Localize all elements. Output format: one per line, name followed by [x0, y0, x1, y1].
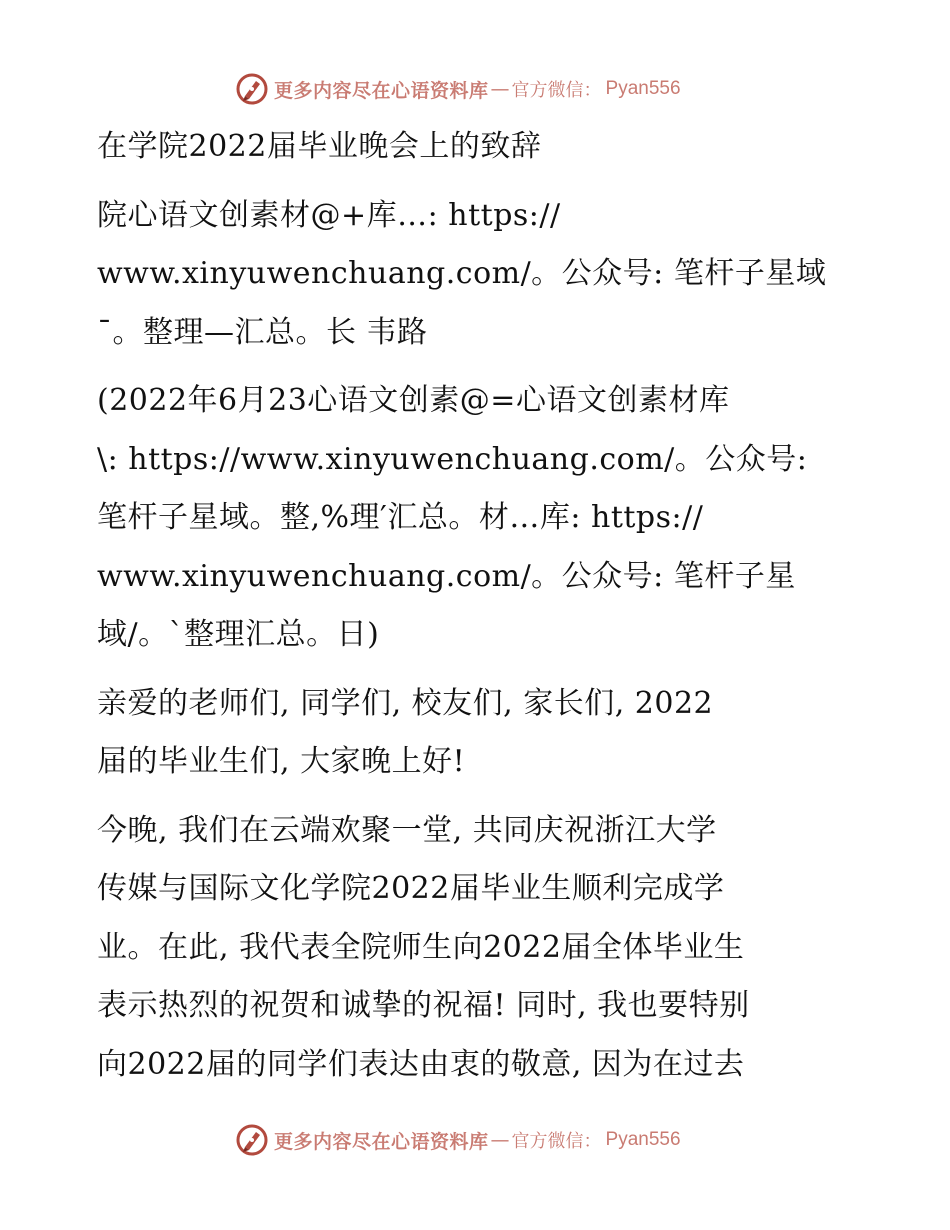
- date-paragraph: [97, 372, 857, 665]
- banner-wechat-label: 官方微信：: [511, 80, 602, 101]
- greeting-line: 届的毕业生们, 大家晚上好!: [97, 744, 466, 779]
- date-line: www.xinyuwenchuang.com/。公众号: 笔杆子星: [97, 558, 796, 594]
- greeting-line: 亲爱的老师们, 同学们, 校友们, 家长们, 2022: [97, 685, 714, 721]
- document-body: [97, 118, 857, 1094]
- greeting-paragraph: [97, 675, 857, 792]
- source-line: ¯。整理—汇总。长 韦路: [97, 314, 428, 350]
- header-watermark-banner: [236, 72, 681, 106]
- body-line: 业。在此, 我代表全院师生向2022届全体毕业生: [97, 929, 745, 965]
- body-line: 向2022届的同学们表达由衷的敬意, 因为在过去: [97, 1046, 745, 1082]
- body-paragraph: [97, 802, 857, 1095]
- body-line: 表示热烈的祝贺和诚挚的祝福! 同时, 我也要特别: [97, 988, 750, 1023]
- title-text: 在学院2022届毕业晚会上的致辞: [97, 129, 542, 164]
- banner-wechat-label: 官方微信：: [511, 1131, 602, 1152]
- source-line: www.xinyuwenchuang.com/。公众号: 笔杆子星域: [97, 256, 827, 291]
- body-line: 今晚, 我们在云端欢聚一堂, 共同庆祝浙江大学: [97, 812, 717, 848]
- date-line: (2022年6月23心语文创素@=心语文创素材库: [97, 383, 730, 418]
- document-title: [97, 118, 857, 177]
- banner-wechat-id: Pyan556: [605, 1129, 681, 1150]
- pen-logo-icon: [236, 73, 268, 105]
- source-line: 院心语文创素材@+库…: https://: [97, 197, 561, 233]
- footer-watermark-banner: [236, 1123, 681, 1157]
- body-line: 传媒与国际文化学院2022届毕业生顺利完成学: [97, 871, 725, 906]
- banner-tagline: 更多内容尽在心语资料库: [274, 79, 489, 102]
- banner-separator: —: [490, 1129, 510, 1151]
- date-line: 域/。`整理汇总。日): [97, 617, 380, 652]
- banner-wechat-id: Pyan556: [605, 78, 681, 99]
- pen-logo-icon: [236, 1124, 268, 1156]
- date-line: \: https://www.xinyuwenchuang.com/。公众号:: [97, 441, 808, 477]
- source-paragraph: [97, 187, 857, 363]
- banner-separator: —: [490, 78, 510, 100]
- date-line: 笔杆子星域。整,%理′汇总。材…库: https://: [97, 500, 704, 535]
- banner-tagline: 更多内容尽在心语资料库: [274, 1130, 489, 1153]
